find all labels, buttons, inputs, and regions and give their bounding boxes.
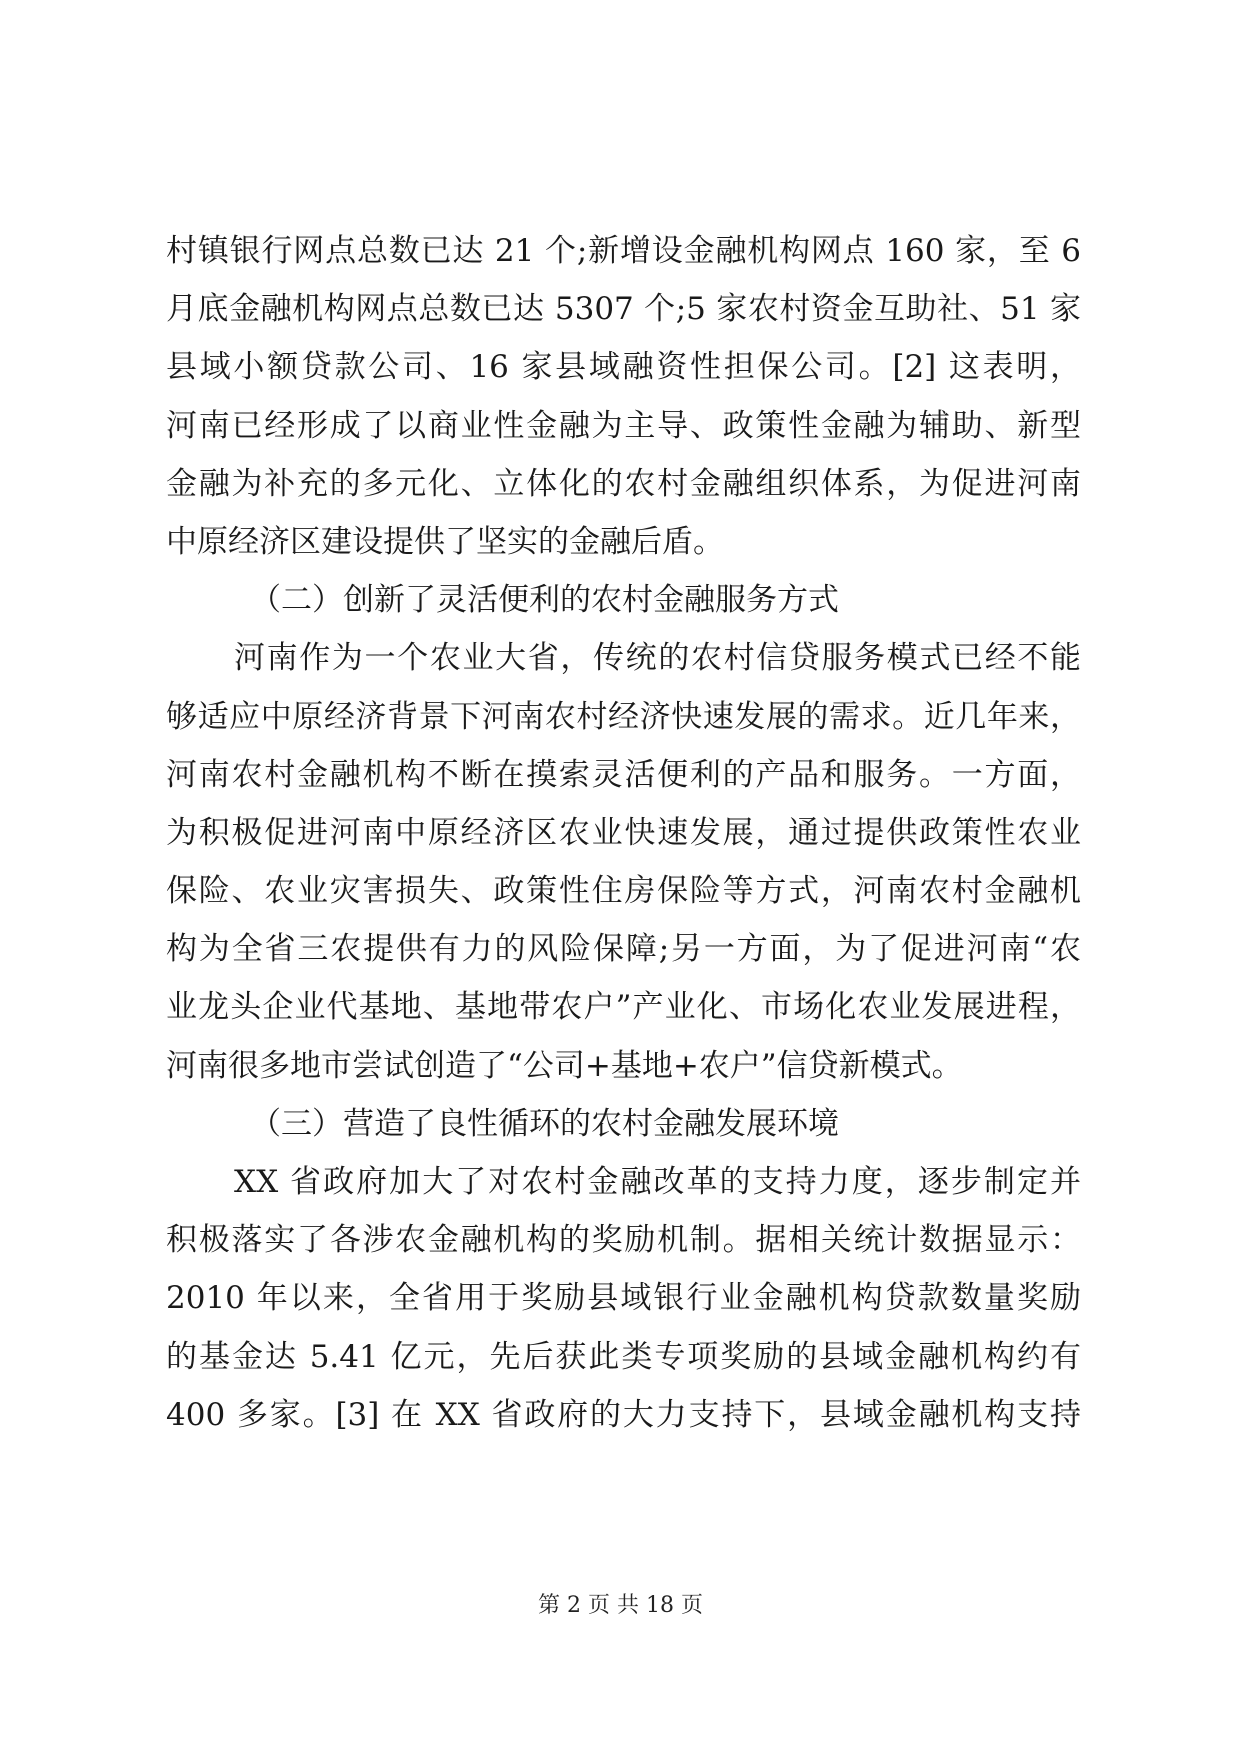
text-line: 业龙头企业代基地、基地带农户”产业化、市场化农业发展进程，: [166, 989, 1081, 1026]
text-line: 2010 年以来，全省用于奖励县域银行业金融机构贷款数量奖励: [166, 1280, 1081, 1317]
text-line: 够适应中原经济背景下河南农村经济快速发展的需求。近几年来，: [166, 698, 1081, 735]
text-line: 河南农村金融机构不断在摸索灵活便利的产品和服务。一方面，: [166, 756, 1081, 793]
text-line: 河南已经形成了以商业性金融为主导、政策性金融为辅助、新型: [166, 407, 1081, 444]
text-line: XX 省政府加大了对农村金融改革的支持力度，逐步制定并: [234, 1164, 1081, 1200]
document-body: [166, 222, 1081, 1444]
text-line: 400 多家。[3] 在 XX 省政府的大力支持下，县域金融机构支持: [166, 1396, 1081, 1433]
section-heading: （二）创新了灵活便利的农村金融服务方式: [250, 582, 839, 619]
text-line: 村镇银行网点总数已达 21 个;新增设金融机构网点 160 家，至 6: [166, 233, 1081, 269]
text-line: 月底金融机构网点总数已达 5307 个;5 家农村资金互助社、51 家: [166, 291, 1081, 328]
text-line: 河南很多地市尝试创造了“公司+基地+农户”信贷新模式。: [166, 1047, 963, 1084]
text-line: 构为全省三农提供有力的风险保障;另一方面，为了促进河南“农: [166, 931, 1081, 968]
page-footer: 第 2 页 共 18 页: [538, 1593, 703, 1618]
text-line: 的基金达 5.41 亿元，先后获此类专项奖励的县域金融机构约有: [166, 1338, 1081, 1375]
text-line: 积极落实了各涉农金融机构的奖励机制。据相关统计数据显示：: [166, 1222, 1081, 1259]
section-heading: （三）营造了良性循环的农村金融发展环境: [250, 1105, 839, 1142]
text-line: 县域小额贷款公司、16 家县域融资性担保公司。[2] 这表明，: [166, 349, 1081, 386]
text-line: 金融为补充的多元化、立体化的农村金融组织体系，为促进河南: [166, 465, 1081, 502]
text-line: 河南作为一个农业大省，传统的农村信贷服务模式已经不能: [234, 640, 1081, 677]
text-line: 保险、农业灾害损失、政策性住房保险等方式，河南农村金融机: [166, 873, 1081, 910]
text-line: 中原经济区建设提供了坚实的金融后盾。: [166, 523, 724, 560]
text-line: 为积极促进河南中原经济区农业快速发展，通过提供政策性农业: [166, 814, 1081, 851]
